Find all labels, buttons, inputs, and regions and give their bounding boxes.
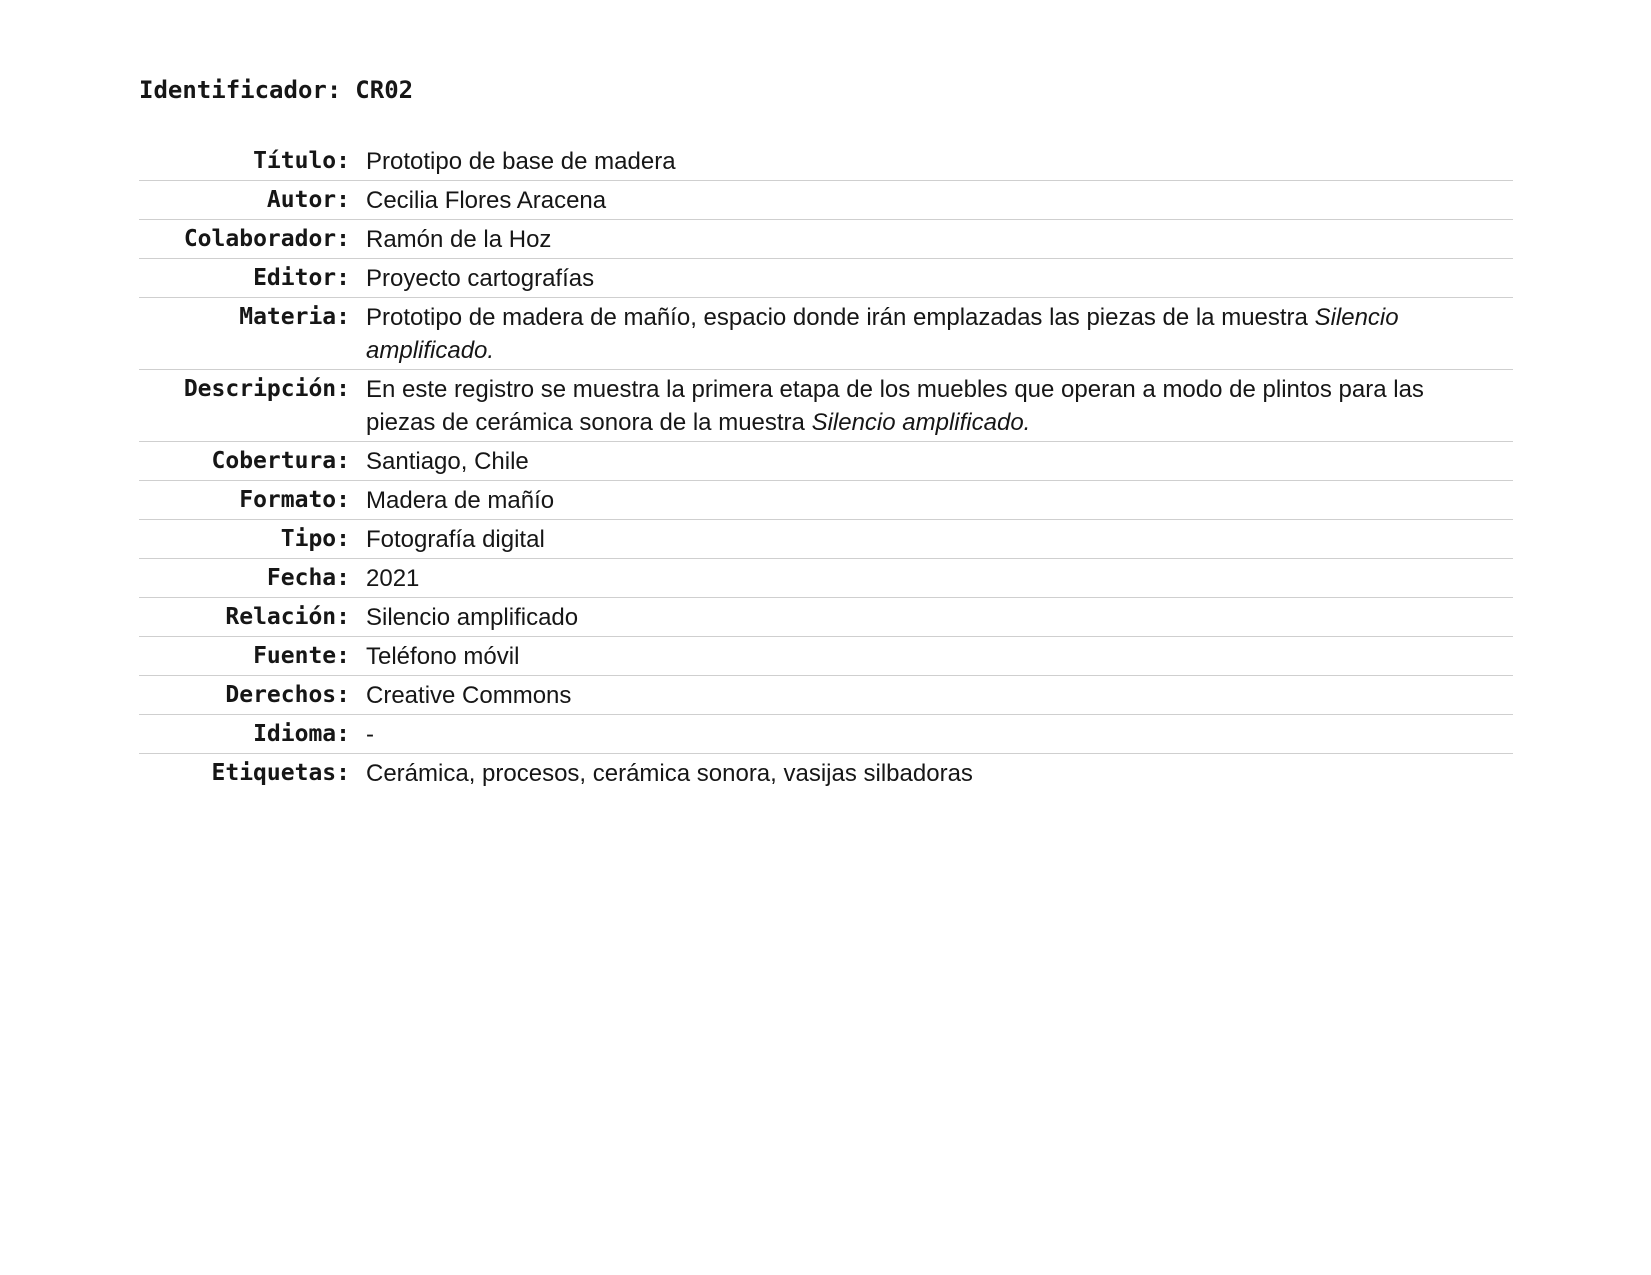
row-descripcion xyxy=(139,370,1513,442)
tipo-label: Tipo: xyxy=(280,526,350,552)
row-etiquetas xyxy=(139,754,1513,792)
descripcion-value xyxy=(366,373,1513,439)
materia-label: Materia: xyxy=(239,304,350,330)
fecha-label: Fecha: xyxy=(266,565,350,591)
autor-label: Autor: xyxy=(266,187,350,213)
row-colaborador xyxy=(139,220,1513,259)
identifier-label: Identificador: xyxy=(139,76,342,104)
fuente-label: Fuente: xyxy=(253,643,350,669)
autor-value: Cecilia Flores Aracena xyxy=(366,187,607,214)
idioma-value: - xyxy=(366,721,374,748)
descripcion-label: Descripción: xyxy=(183,376,350,402)
record-identifier xyxy=(139,72,1513,108)
editor-value: Proyecto cartografías xyxy=(366,265,595,292)
materia-value xyxy=(366,301,1513,367)
idioma-label: Idioma: xyxy=(253,721,350,747)
row-autor xyxy=(139,181,1513,220)
titulo-value: Prototipo de base de madera xyxy=(366,148,676,175)
etiquetas-value: Cerámica, procesos, cerámica sonora, vasijas silbadoras xyxy=(366,760,973,787)
fecha-value: 2021 xyxy=(366,565,420,592)
fuente-value: Teléfono móvil xyxy=(366,643,520,670)
cobertura-value: Santiago, Chile xyxy=(366,448,529,475)
row-formato xyxy=(139,481,1513,520)
cobertura-label: Cobertura: xyxy=(211,448,350,474)
row-materia xyxy=(139,298,1513,370)
descripcion-italic-title: Silencio amplificado. xyxy=(811,409,1031,436)
row-editor xyxy=(139,259,1513,298)
row-tipo xyxy=(139,520,1513,559)
colaborador-value: Ramón de la Hoz xyxy=(366,226,552,253)
etiquetas-label: Etiquetas: xyxy=(211,760,350,786)
relacion-value: Silencio amplificado xyxy=(366,604,579,631)
editor-label: Editor: xyxy=(253,265,350,291)
tipo-value: Fotografía digital xyxy=(366,526,545,553)
derechos-label: Derechos: xyxy=(225,682,350,708)
relacion-label: Relación: xyxy=(225,604,350,630)
row-titulo xyxy=(139,142,1513,181)
metadata-table xyxy=(139,142,1513,792)
row-relacion xyxy=(139,598,1513,637)
materia-italic-title: Silencio amplificado. xyxy=(366,304,1399,364)
colaborador-label: Colaborador: xyxy=(183,226,350,252)
identifier-value: CR02 xyxy=(355,76,414,104)
row-idioma xyxy=(139,715,1513,754)
formato-label: Formato: xyxy=(239,487,350,513)
metadata-record xyxy=(139,72,1513,792)
row-fecha xyxy=(139,559,1513,598)
row-cobertura xyxy=(139,442,1513,481)
row-derechos xyxy=(139,676,1513,715)
descripcion-text: En este registro se muestra la primera etapa de los muebles que operan a modo de plintos para las piezas de cerámica sonora de la muestra xyxy=(366,376,1424,436)
row-fuente xyxy=(139,637,1513,676)
formato-value: Madera de mañío xyxy=(366,487,555,514)
materia-text: Prototipo de madera de mañío, espacio donde irán emplazadas las piezas de la muestra xyxy=(366,304,1315,331)
derechos-value: Creative Commons xyxy=(366,682,572,709)
titulo-label: Título: xyxy=(253,148,350,174)
